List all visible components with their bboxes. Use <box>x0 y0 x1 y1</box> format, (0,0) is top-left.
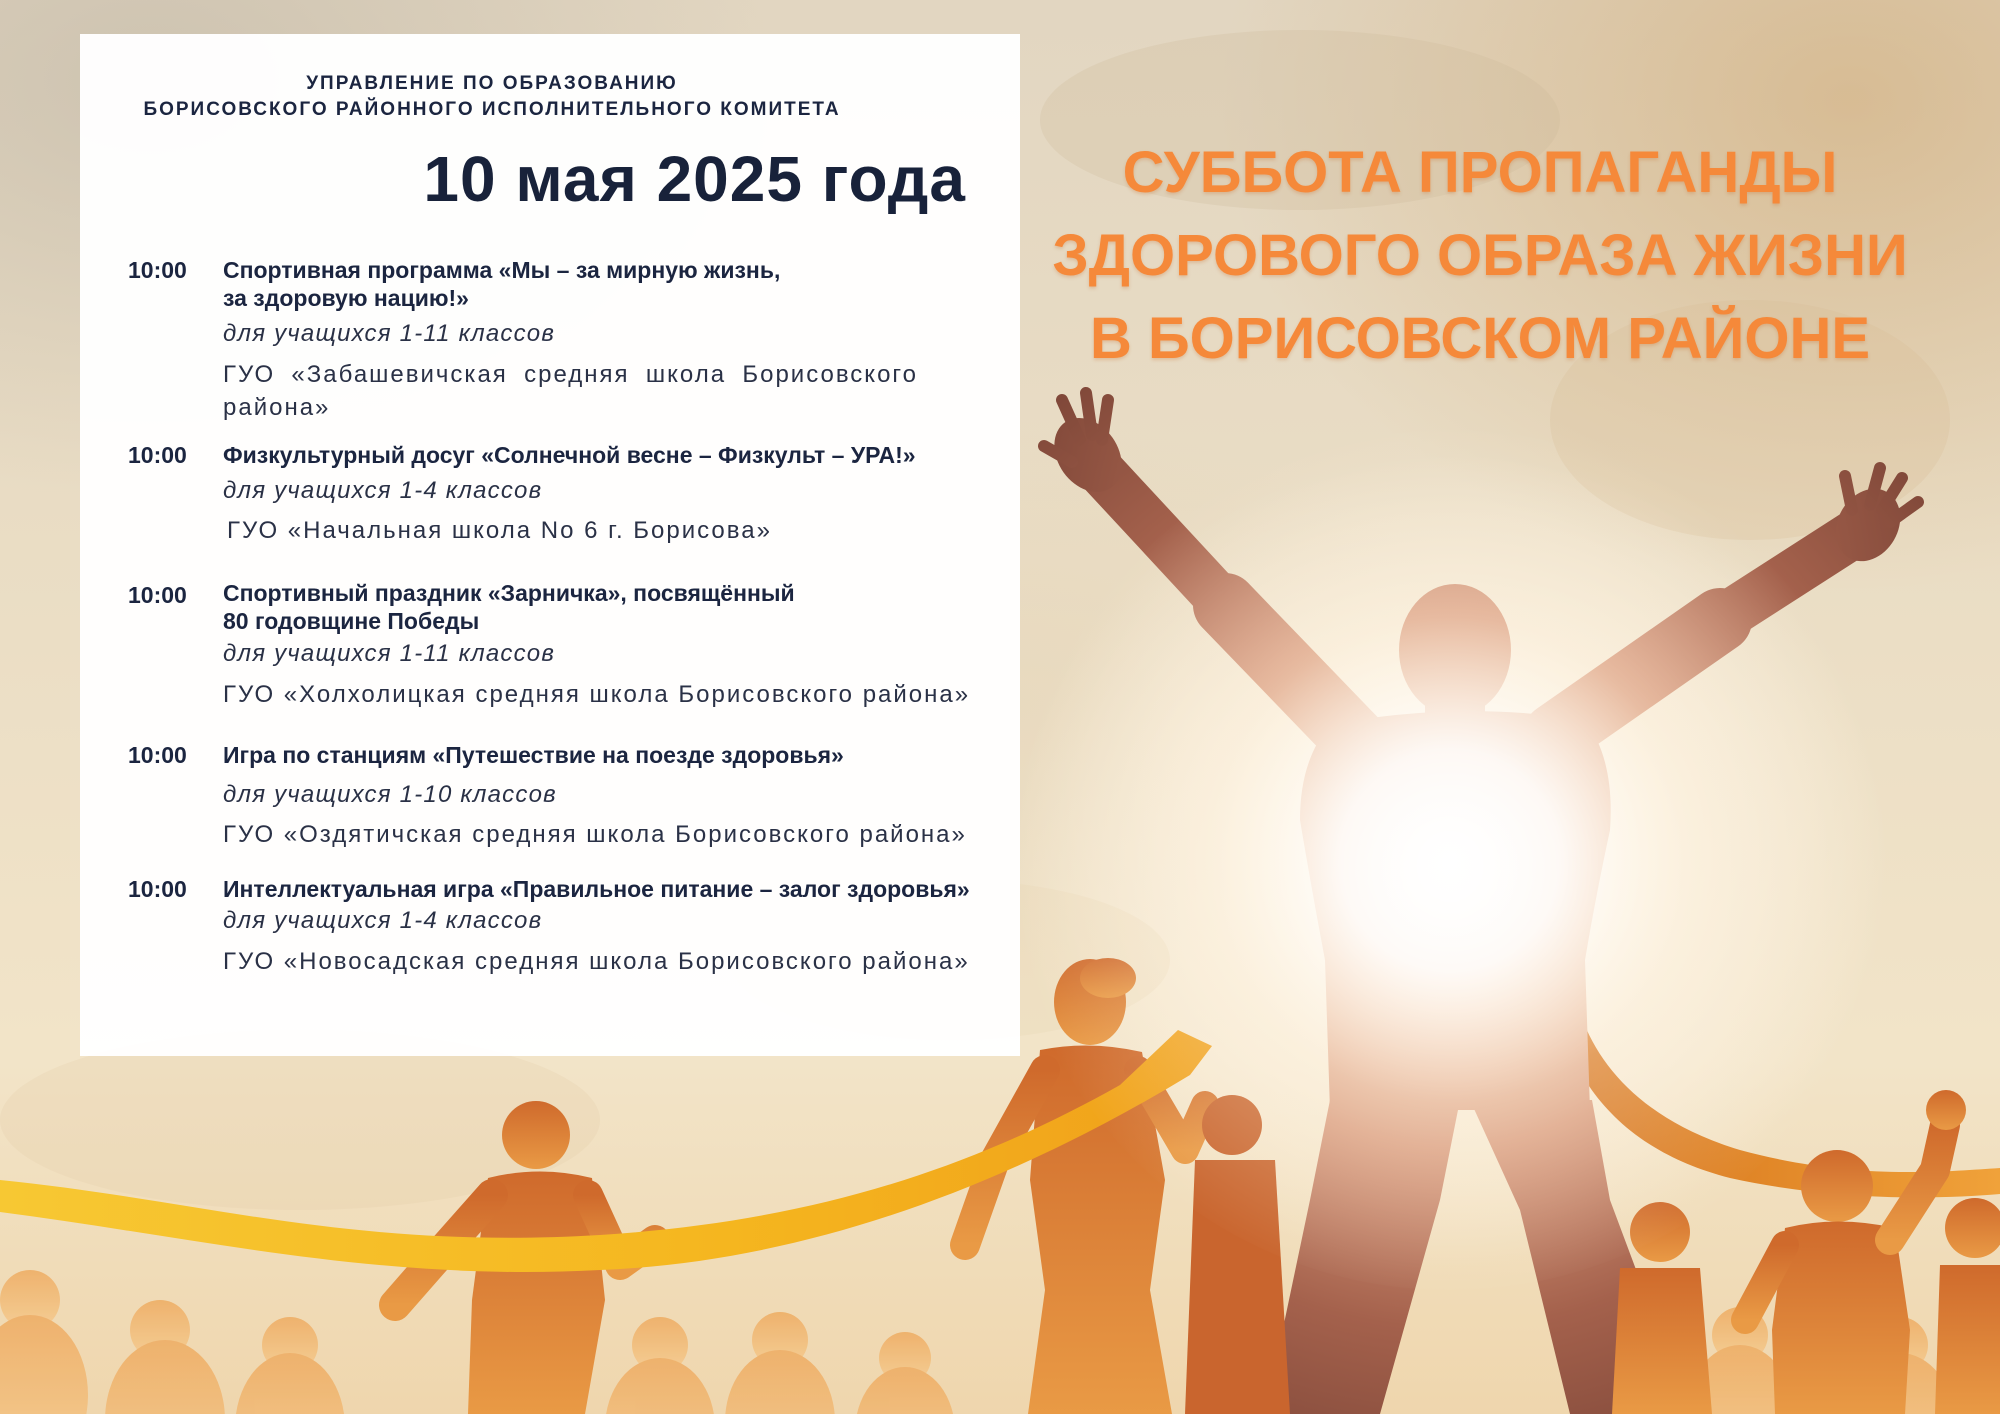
event-title: Спортивный праздник «Зарничка», посвящённый <box>223 580 795 606</box>
event-title: за здоровую нацию!» <box>223 285 469 311</box>
event-audience: для учащихся 1-10 классов <box>223 781 557 808</box>
sun-glow <box>1010 430 1890 1290</box>
event-time: 10:00 <box>128 582 187 608</box>
event-title: Интеллектуальная игра «Правильное питание – залог здоровья» <box>223 876 970 902</box>
headline-line-1: СУББОТА ПРОПАГАНДЫ <box>1122 140 1838 205</box>
organizer-line-2: БОРИСОВСКОГО РАЙОННОГО ИСПОЛНИТЕЛЬНОГО КОМИТЕТА <box>143 99 841 120</box>
event-venue: ГУО «Забашевичская средняя школа Борисовского <box>223 361 918 388</box>
event-audience: для учащихся 1-11 классов <box>223 320 556 347</box>
event-audience: для учащихся 1-11 классов <box>223 640 556 667</box>
event-audience: для учащихся 1-4 классов <box>223 907 543 934</box>
event-audience: для учащихся 1-4 классов <box>223 477 543 504</box>
event-time: 10:00 <box>128 742 187 768</box>
event-time: 10:00 <box>128 442 187 468</box>
event-title: Игра по станциям «Путешествие на поезде здоровья» <box>223 742 844 768</box>
event-venue: ГУО «Новосадская средняя школа Борисовского района» <box>223 948 970 975</box>
event-time: 10:00 <box>128 876 187 902</box>
event-venue: ГУО «Начальная школа No 6 г. Борисова» <box>227 517 772 544</box>
event-venue: района» <box>223 394 331 421</box>
event-title: 80 годовщине Победы <box>223 608 480 634</box>
headline-line-3: В БОРИСОВСКОМ РАЙОНЕ <box>1089 306 1871 371</box>
headline-line-2: ЗДОРОВОГО ОБРАЗА ЖИЗНИ <box>1052 223 1908 288</box>
event-venue: ГУО «Оздятичская средняя школа Борисовского района» <box>223 821 967 848</box>
organizer-line-1: УПРАВЛЕНИЕ ПО ОБРАЗОВАНИЮ <box>306 73 678 94</box>
event-date: 10 мая 2025 года <box>423 143 966 215</box>
event-title: Спортивная программа «Мы – за мирную жизнь, <box>223 257 781 283</box>
event-title: Физкультурный досуг «Солнечной весне – Физкульт – УРА!» <box>223 442 916 468</box>
event-venue: ГУО «Холхолицкая средняя школа Борисовского района» <box>223 681 971 708</box>
event-time: 10:00 <box>128 257 187 283</box>
